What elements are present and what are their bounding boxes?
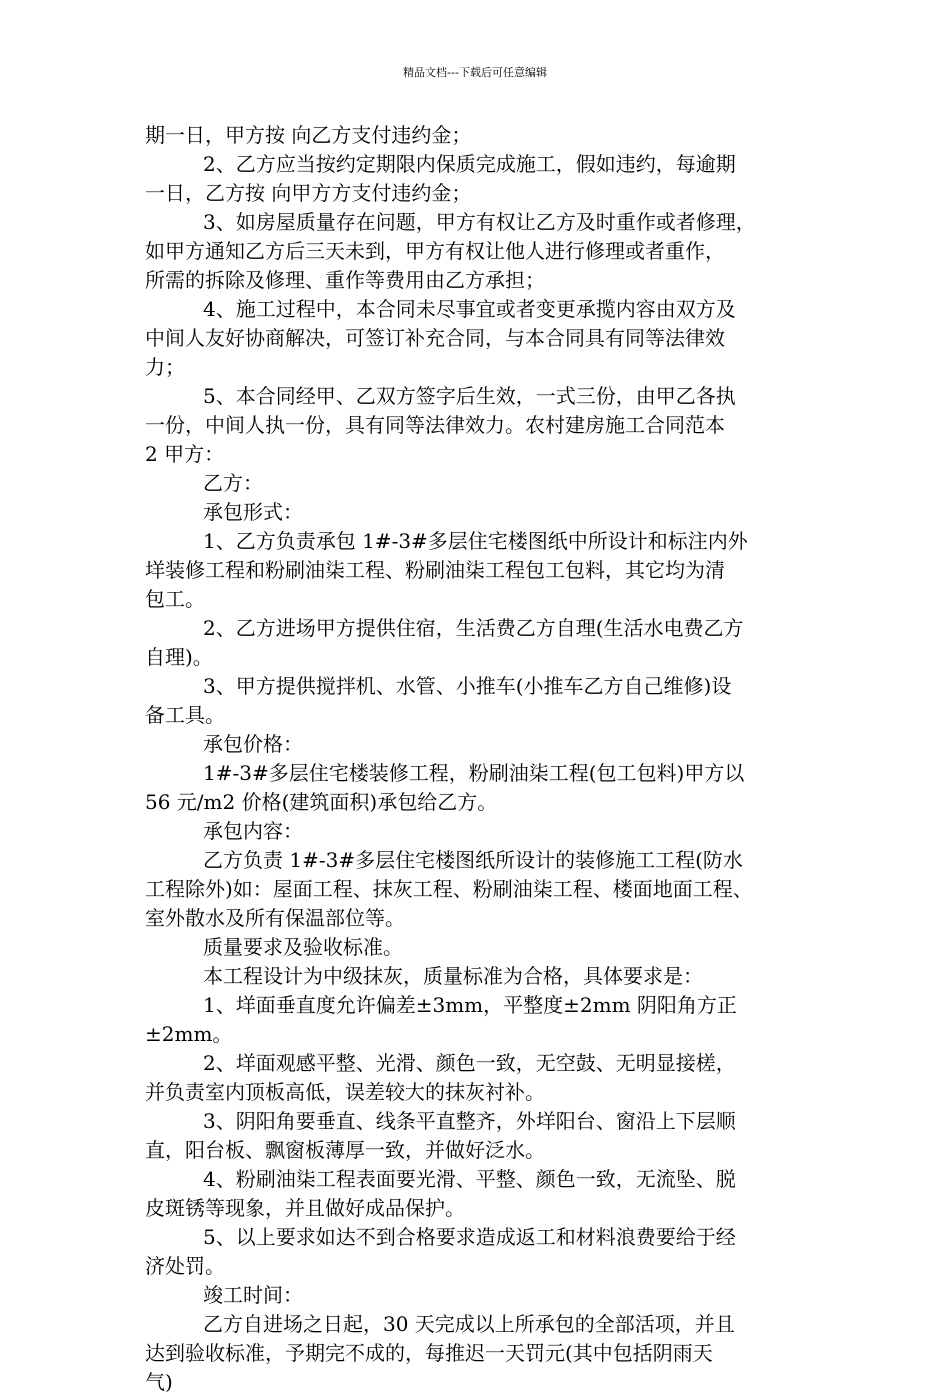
text-line: 乙方负责 1#-3#多层住宅楼图纸所设计的装修施工工程(防水 (203, 848, 743, 872)
text-line: 4、粉刷油柒工程表面要光滑、平整、颜色一致，无流坠、脱 (203, 1167, 736, 1191)
text-line: 1、乙方负责承包 1#-3#多层住宅楼图纸中所设计和标注内外 (203, 529, 748, 553)
text-line: 承包形式： (203, 500, 303, 524)
text-line: 并负责室内顶板高低，误差较大的抹灰衬补。 (145, 1080, 545, 1104)
text-line: 2、垟面观感平整、光滑、颜色一致，无空鼓、无明显接槎， (203, 1051, 736, 1075)
text-line: 2、乙方进场甲方提供住宿，生活费乙方自理(生活水电费乙方 (203, 616, 744, 640)
page-header: 精品文档---下载后可任意编辑 (403, 66, 547, 79)
text-line: 1、垟面垂直度允许偏差±3mm，平整度±2mm 阴阳角方正 (203, 993, 737, 1017)
text-line: 3、甲方提供搅拌机、水管、小推车(小推车乙方自己维修)设 (203, 674, 732, 698)
text-line: 5、以上要求如达不到合格要求造成返工和材料浪费要给于经 (203, 1225, 736, 1249)
text-line: 工程除外)如：屋面工程、抹灰工程、粉刷油柒工程、楼面地面工程、 (145, 877, 753, 901)
text-line: 所需的拆除及修理、重作等费用由乙方承担； (145, 268, 545, 292)
text-line: 2、乙方应当按约定期限内保质完成施工，假如违约，每逾期 (203, 152, 736, 176)
text-line: 一日，乙方按 向甲方方支付违约金； (145, 181, 472, 205)
text-line: 承包内容： (203, 819, 303, 843)
text-line: 3、如房屋质量存在问题，甲方有权让乙方及时重作或者修理， (203, 210, 756, 234)
text-line: 乙方自进场之日起，30 天完成以上所承包的全部活项，并且 (203, 1312, 735, 1336)
text-line: 3、阴阳角要垂直、线条平直整齐，外垟阳台、窗沿上下层顺 (203, 1109, 736, 1133)
text-line: 本工程设计为中级抹灰，质量标准为合格，具体要求是： (203, 964, 703, 988)
text-line: 56 元/m2 价格(建筑面积)承包给乙方。 (145, 790, 498, 814)
text-line: 皮斑锈等现象，并且做好成品保护。 (145, 1196, 465, 1220)
text-line: 质量要求及验收标准。 (203, 935, 403, 959)
text-line: 垟装修工程和粉刷油柒工程、粉刷油柒工程包工包料，其它均为清 (145, 558, 725, 582)
text-line: ±2mm。 (145, 1022, 233, 1046)
text-line: 达到验收标准，予期完不成的，每推迟一天罚元(其中包括阴雨天 (145, 1341, 713, 1365)
text-line: 2 甲方： (145, 442, 225, 466)
text-line: 包工。 (145, 587, 205, 611)
text-line: 直，阳台板、飘窗板薄厚一致，并做好泛水。 (145, 1138, 545, 1162)
text-line: 乙方： (203, 471, 263, 495)
text-line: 竣工时间： (203, 1283, 303, 1307)
text-line: 期一日，甲方按 向乙方支付违约金； (145, 123, 472, 147)
text-line: 备工具。 (145, 703, 225, 727)
text-line: 气) (145, 1370, 173, 1394)
text-line: 1#-3#多层住宅楼装修工程，粉刷油柒工程(包工包料)甲方以 (203, 761, 745, 785)
text-line: 4、施工过程中，本合同未尽事宜或者变更承揽内容由双方及 (203, 297, 736, 321)
text-line: 自理)。 (145, 645, 213, 669)
text-line: 5、本合同经甲、乙双方签字后生效，一式三份，由甲乙各执 (203, 384, 736, 408)
text-line: 一份，中间人执一份，具有同等法律效力。农村建房施工合同范本 (145, 413, 725, 437)
text-line: 济处罚。 (145, 1254, 225, 1278)
text-line: 中间人友好协商解决，可签订补充合同，与本合同具有同等法律效 (145, 326, 725, 350)
text-line: 室外散水及所有保温部位等。 (145, 906, 405, 930)
text-line: 承包价格： (203, 732, 303, 756)
text-line: 力； (145, 355, 185, 379)
document-body (145, 121, 810, 1397)
text-line: 如甲方通知乙方后三天未到，甲方有权让他人进行修理或者重作， (145, 239, 725, 263)
